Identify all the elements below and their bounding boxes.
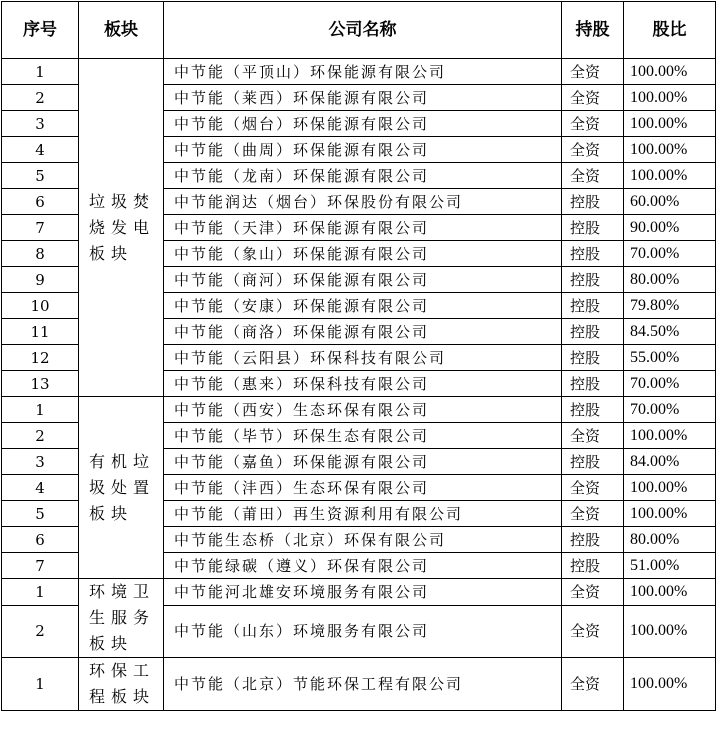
share-ratio: 100.00% bbox=[624, 59, 716, 85]
holding-type: 控股 bbox=[562, 241, 624, 267]
table-body bbox=[2, 59, 716, 711]
company-name: 中节能（商河）环保能源有限公司 bbox=[164, 267, 562, 293]
holding-type: 控股 bbox=[562, 397, 624, 423]
share-ratio: 100.00% bbox=[624, 475, 716, 501]
row-number: 4 bbox=[2, 475, 79, 501]
row-number: 5 bbox=[2, 501, 79, 527]
row-number: 2 bbox=[2, 85, 79, 111]
share-ratio: 70.00% bbox=[624, 371, 716, 397]
holding-type: 全资 bbox=[562, 475, 624, 501]
table-row bbox=[2, 59, 716, 85]
share-ratio: 70.00% bbox=[624, 241, 716, 267]
share-ratio: 100.00% bbox=[624, 111, 716, 137]
company-name: 中节能（嘉鱼）环保能源有限公司 bbox=[164, 449, 562, 475]
company-name: 中节能河北雄安环境服务有限公司 bbox=[164, 579, 562, 606]
row-number: 11 bbox=[2, 319, 79, 345]
row-number: 13 bbox=[2, 371, 79, 397]
company-name: 中节能（云阳县）环保科技有限公司 bbox=[164, 345, 562, 371]
holding-type: 全资 bbox=[562, 163, 624, 189]
holding-type: 控股 bbox=[562, 267, 624, 293]
holding-type: 全资 bbox=[562, 423, 624, 449]
row-number: 6 bbox=[2, 189, 79, 215]
holding-type: 全资 bbox=[562, 579, 624, 606]
holding-type: 控股 bbox=[562, 527, 624, 553]
company-name: 中节能（惠来）环保科技有限公司 bbox=[164, 371, 562, 397]
row-number: 3 bbox=[2, 449, 79, 475]
row-number: 1 bbox=[2, 579, 79, 606]
row-number: 8 bbox=[2, 241, 79, 267]
holding-type: 全资 bbox=[562, 605, 624, 657]
share-ratio: 55.00% bbox=[624, 345, 716, 371]
company-name: 中节能（天津）环保能源有限公司 bbox=[164, 215, 562, 241]
company-name: 中节能（毕节）环保生态有限公司 bbox=[164, 423, 562, 449]
block-name: 垃圾焚烧发电板块 bbox=[79, 59, 164, 397]
subsidiary-table bbox=[1, 1, 716, 711]
share-ratio: 60.00% bbox=[624, 189, 716, 215]
table-row bbox=[2, 397, 716, 423]
header-no: 序号 bbox=[2, 2, 79, 59]
header-block: 板块 bbox=[79, 2, 164, 59]
share-ratio: 51.00% bbox=[624, 553, 716, 579]
share-ratio: 100.00% bbox=[624, 85, 716, 111]
company-name: 中节能（曲周）环保能源有限公司 bbox=[164, 137, 562, 163]
share-ratio: 100.00% bbox=[624, 658, 716, 711]
block-name: 环境卫生服务板块 bbox=[79, 579, 164, 658]
header-ratio: 股比 bbox=[624, 2, 716, 59]
holding-type: 控股 bbox=[562, 319, 624, 345]
company-name: 中节能（北京）节能环保工程有限公司 bbox=[164, 658, 562, 711]
table-row bbox=[2, 579, 716, 606]
share-ratio: 100.00% bbox=[624, 501, 716, 527]
share-ratio: 100.00% bbox=[624, 137, 716, 163]
holding-type: 控股 bbox=[562, 371, 624, 397]
row-number: 12 bbox=[2, 345, 79, 371]
share-ratio: 100.00% bbox=[624, 579, 716, 606]
row-number: 6 bbox=[2, 527, 79, 553]
share-ratio: 100.00% bbox=[624, 163, 716, 189]
holding-type: 全资 bbox=[562, 59, 624, 85]
holding-type: 控股 bbox=[562, 449, 624, 475]
share-ratio: 79.80% bbox=[624, 293, 716, 319]
share-ratio: 80.00% bbox=[624, 527, 716, 553]
holding-type: 控股 bbox=[562, 345, 624, 371]
header-company: 公司名称 bbox=[164, 2, 562, 59]
row-number: 2 bbox=[2, 423, 79, 449]
share-ratio: 100.00% bbox=[624, 423, 716, 449]
block-name: 有机垃圾处置板块 bbox=[79, 397, 164, 579]
share-ratio: 90.00% bbox=[624, 215, 716, 241]
company-name: 中节能（商洛）环保能源有限公司 bbox=[164, 319, 562, 345]
row-number: 9 bbox=[2, 267, 79, 293]
share-ratio: 84.50% bbox=[624, 319, 716, 345]
holding-type: 全资 bbox=[562, 501, 624, 527]
holding-type: 控股 bbox=[562, 293, 624, 319]
row-number: 1 bbox=[2, 59, 79, 85]
company-name: 中节能绿碳（遵义）环保有限公司 bbox=[164, 553, 562, 579]
share-ratio: 70.00% bbox=[624, 397, 716, 423]
header-row bbox=[2, 2, 716, 59]
holding-type: 控股 bbox=[562, 215, 624, 241]
holding-type: 全资 bbox=[562, 111, 624, 137]
header-holding: 持股 bbox=[562, 2, 624, 59]
company-name: 中节能（莱西）环保能源有限公司 bbox=[164, 85, 562, 111]
holding-type: 控股 bbox=[562, 189, 624, 215]
share-ratio: 100.00% bbox=[624, 605, 716, 657]
holding-type: 全资 bbox=[562, 85, 624, 111]
company-name: 中节能生态桥（北京）环保有限公司 bbox=[164, 527, 562, 553]
row-number: 4 bbox=[2, 137, 79, 163]
row-number: 5 bbox=[2, 163, 79, 189]
company-name: 中节能（山东）环境服务有限公司 bbox=[164, 605, 562, 657]
table-row bbox=[2, 658, 716, 711]
row-number: 1 bbox=[2, 658, 79, 711]
row-number: 3 bbox=[2, 111, 79, 137]
row-number: 2 bbox=[2, 605, 79, 657]
holding-type: 全资 bbox=[562, 137, 624, 163]
company-name: 中节能（象山）环保能源有限公司 bbox=[164, 241, 562, 267]
company-name: 中节能（烟台）环保能源有限公司 bbox=[164, 111, 562, 137]
row-number: 1 bbox=[2, 397, 79, 423]
company-name: 中节能（平顶山）环保能源有限公司 bbox=[164, 59, 562, 85]
company-name: 中节能（龙南）环保能源有限公司 bbox=[164, 163, 562, 189]
row-number: 7 bbox=[2, 553, 79, 579]
company-name: 中节能（沣西）生态环保有限公司 bbox=[164, 475, 562, 501]
share-ratio: 84.00% bbox=[624, 449, 716, 475]
row-number: 7 bbox=[2, 215, 79, 241]
company-name: 中节能润达（烟台）环保股份有限公司 bbox=[164, 189, 562, 215]
holding-type: 控股 bbox=[562, 553, 624, 579]
company-name: 中节能（莆田）再生资源利用有限公司 bbox=[164, 501, 562, 527]
block-name: 环保工程板块 bbox=[79, 658, 164, 711]
share-ratio: 80.00% bbox=[624, 267, 716, 293]
company-name: 中节能（安康）环保能源有限公司 bbox=[164, 293, 562, 319]
holding-type: 全资 bbox=[562, 658, 624, 711]
row-number: 10 bbox=[2, 293, 79, 319]
company-name: 中节能（西安）生态环保有限公司 bbox=[164, 397, 562, 423]
